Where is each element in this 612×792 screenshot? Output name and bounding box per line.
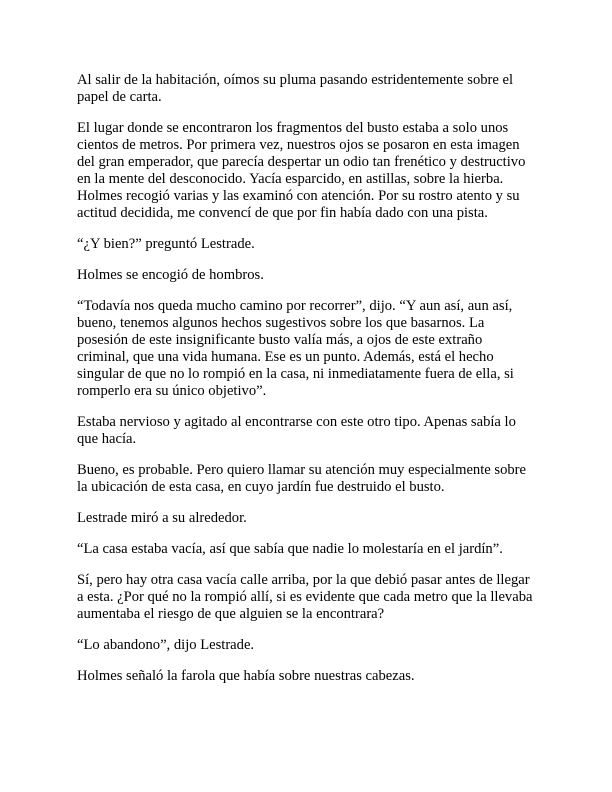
paragraph-9: “La casa estaba vacía, así que sabía que nadie lo molestaría en el jardín”. — [77, 541, 503, 557]
paragraph-3: “¿Y bien?” preguntó Lestrade. — [77, 236, 255, 252]
paragraph-1: Al salir de la habitación, oímos su pluma pasando estridentemente sobre el papel de carta. — [77, 72, 514, 105]
paragraph-4: Holmes se encogió de hombros. — [77, 267, 264, 283]
paragraph-12: Holmes señaló la farola que había sobre nuestras cabezas. — [77, 668, 415, 684]
paragraph-10: Sí, pero hay otra casa vacía calle arriba, por la que debió pasar antes de llegar a esta. ¿Por qué no la rompió allí, si es evidente que cada metro que la llevaba aumentaba el riesgo de que alguien se la encontrara? — [77, 572, 533, 622]
paragraph-2: El lugar donde se encontraron los fragmentos del busto estaba a solo unos cientos de metros. Por primera vez, nuestros ojos se posaron en esta imagen del gran emperador, que parecía despertar un odio tan frenético y destructivo en la mente del desconocido. Yacía esparcido, en astillas, sobre la hierba. Holmes recogió varias y las examinó con atención. Por su rostro atento y su actitud decidida, me convencí de que por fin había dado con una pista. — [77, 120, 526, 221]
paragraph-11: “Lo abandono”, dijo Lestrade. — [77, 637, 255, 653]
paragraph-5: “Todavía nos queda mucho camino por recorrer”, dijo. “Y aun así, aun así, bueno, tenemos algunos hechos sugestivos sobre los que basarnos. La posesión de este insignificante busto valía más, a ojos de este extraño criminal, que una vida humana. Ese es un punto. Además, está el hecho singular de que no lo rompió en la casa, ni inmediatamente fuera de ella, si romperlo era su único objetivo”. — [77, 298, 514, 399]
paragraph-6: Estaba nervioso y agitado al encontrarse con este otro tipo. Apenas sabía lo que hacía. — [77, 414, 516, 447]
body-text — [77, 72, 535, 699]
paragraph-7: Bueno, es probable. Pero quiero llamar su atención muy especialmente sobre la ubicación de esta casa, en cuyo jardín fue destruido el busto. — [77, 462, 527, 495]
paragraph-8: Lestrade miró a su alrededor. — [77, 510, 247, 526]
